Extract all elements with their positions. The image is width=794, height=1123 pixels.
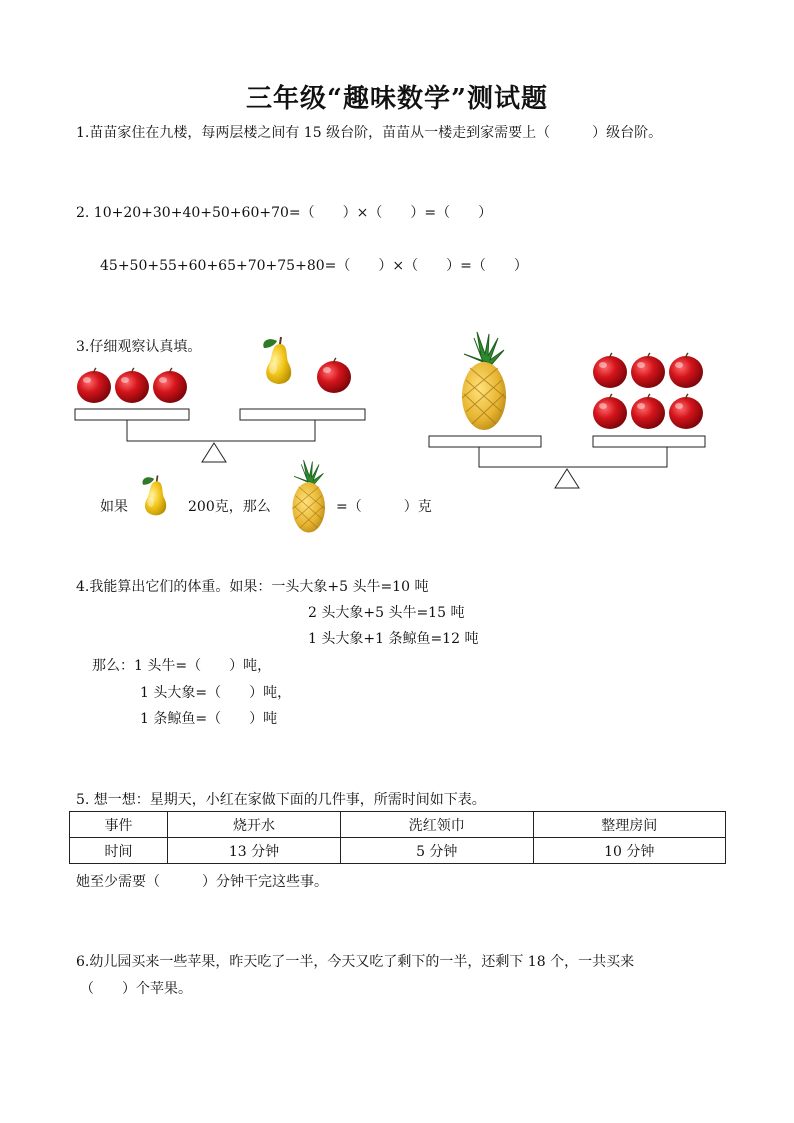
time-table [69,811,726,864]
page-title: 三年级“趣味数学”测试题 [246,84,548,114]
question-4-equation-3: 1 头大象+1 条鲸鱼=12 吨 [308,631,479,647]
table-cell: 13 分钟 [167,838,340,864]
question-4-equation-2: 2 头大象+5 头牛=15 吨 [308,605,465,621]
question-3-heading: 3.仔细观察认真填。 [76,339,202,355]
question-4-answer-whale: 1 条鲸鱼=（ ）吨 [140,711,278,727]
table-cell: 时间 [70,838,168,864]
table-cell: 10 分钟 [533,838,726,864]
question-4-answer-elephant: 1 头大象=（ ）吨， [140,685,292,701]
pineapple-icon [288,460,338,536]
apple-icon [631,394,665,429]
question-5-footer: 她至少需要（ ）分钟干完这些事。 [76,874,328,890]
question-3-if-label: 如果 [100,499,128,515]
question-3-pear-weight: 200克，那么 [188,499,271,515]
question-4-answer-cow: 那么：1 头牛=（ ）吨， [92,658,272,674]
apple-icon [669,353,703,388]
question-2-line-1: 2. 10+20+30+40+50+60+70=（ ）×（ ）=（ ） [76,205,493,221]
pineapple-icon [462,332,506,430]
apple-icon [593,353,627,388]
question-2-line-2: 45+50+55+60+65+70+75+80=（ ）×（ ）=（ ） [100,258,528,274]
table-cell: 事件 [70,812,168,838]
question-1: 1.苗苗家住在九楼，每两层楼之间有 15 级台阶，苗苗从一楼走到家需要上（ ）级台阶。 [76,125,663,141]
question-6-line-1: 6.幼儿园买来一些苹果，昨天吃了一半，今天又吃了剩下的一半，还剩下 18 个，一共买来 [76,954,635,970]
table-cell: 烧开水 [167,812,340,838]
table-cell: 整理房间 [533,812,726,838]
apple-icon [631,353,665,388]
question-6-line-2: （ ）个苹果。 [80,981,192,997]
apple-icon [593,394,627,429]
question-3-answer: =（ ）克 [336,499,432,515]
apple-icon [669,394,703,429]
question-5-heading: 5. 想一想：星期天，小红在家做下面的几件事，所需时间如下表。 [76,792,486,808]
table-cell: 5 分钟 [341,838,533,864]
table-row [70,838,726,864]
question-4-heading: 4.我能算出它们的体重。如果：一头大象+5 头牛=10 吨 [76,579,429,595]
table-cell: 洗红领巾 [341,812,533,838]
table-row [70,812,726,838]
pear-icon [138,478,182,524]
